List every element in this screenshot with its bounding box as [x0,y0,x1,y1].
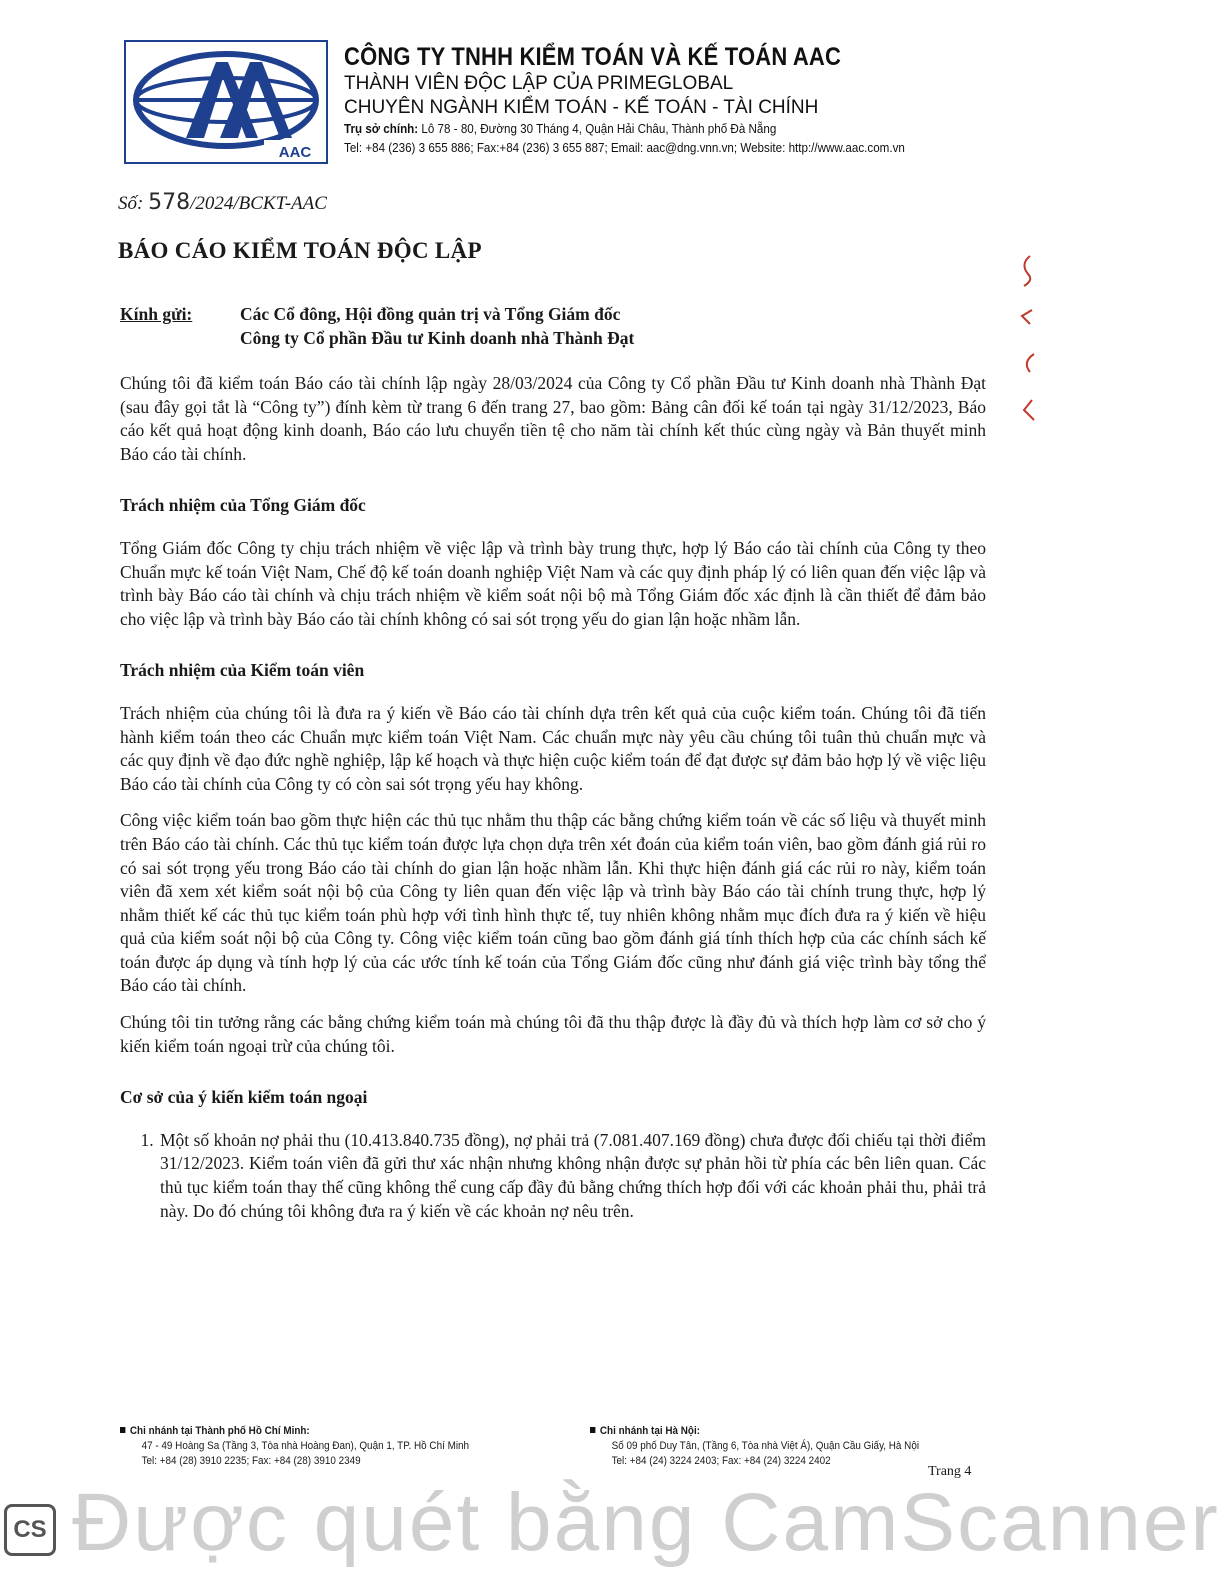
company-header [344,42,1004,158]
specialty-line: CHUYÊN NGÀNH KIỂM TOÁN - KẾ TOÁN - TÀI CHÍNH [344,97,819,118]
hn-branch-contact: Tel: +84 (24) 3224 2403; Fax: +84 (24) 3224 2402 [611,1455,831,1467]
camscanner-badge-icon: CS [4,1504,56,1556]
section-heading-basis: Cơ sở của ý kiến kiểm toán ngoại [120,1087,368,1108]
basis-item-1: 1. Một số khoản nợ phải thu (10.413.840.735 đồng), nợ phải trả (7.081.407.169 đồng) chưa được đối chiếu tại thời điểm 31/12/2023. Kiểm toán viên đã gửi thư xác nhận nhưng không nhận được sự phản hồi từ phía các bên liên quan. Các thủ tục kiểm toán thay thế cũng không thể cung cấp đầy đủ bằng chứng thích hợp đối với các khoản phải thu, phải trả này. Do đó chúng tôi không đưa ra ý kiến về các khoản nợ nêu trên. [158,1129,986,1223]
section-heading-director: Trách nhiệm của Tổng Giám đốc [120,495,366,516]
basis-list [120,1129,986,1223]
hcm-branch-heading: Chi nhánh tại Thành phố Hồ Chí Minh: [120,1424,469,1439]
member-line: THÀNH VIÊN ĐỘC LẬP CỦA PRIMEGLOBAL [344,73,734,94]
hn-branch-address: Số 09 phố Duy Tân, (Tầng 6, Tòa nhà Việt Á), Quận Cầu Giấy, Hà Nội [611,1440,920,1452]
recipient-line-1: Các Cổ đông, Hội đồng quản trị và Tổng Giám đốc [240,304,621,324]
intro-paragraph: Chúng tôi đã kiểm toán Báo cáo tài chính lập ngày 28/03/2024 của Công ty Cổ phần Đầu tư Kinh doanh nhà Thành Đạt (sau đây gọi tắt là “Công ty”) đính kèm từ trang 6 đến trang 27, bao gồm: Bảng cân đối kế toán tại ngày 31/12/2023, Báo cáo kết quả hoạt động kinh doanh, Báo cáo lưu chuyển tiền tệ cho năm tài chính kết thúc cùng ngày và Bản thuyết minh Báo cáo tài chính. [120,373,986,464]
number-handwritten: 578 [148,190,191,215]
watermark-text: Được quét bằng CamScanner [72,1477,1220,1568]
page-number: Trang 4 [928,1464,972,1479]
number-prefix: Số: [118,193,149,214]
aac-logo-icon [124,40,328,164]
auditor-responsibility-paragraph-2: Công việc kiểm toán bao gồm thực hiện các thủ tục nhằm thu thập các bằng chứng kiểm toán về các số liệu và thuyết minh trên Báo cáo tài chính. Các thủ tục kiểm toán được lựa chọn dựa trên xét đoán của kiểm toán viên, bao gồm đánh giá rủi ro có sai sót trọng yếu trong Báo cáo tài chính do gian lận hoặc nhầm lẫn. Khi thực hiện đánh giá các rủi ro này, kiểm toán viên đã xem xét kiểm soát nội bộ của Công ty liên quan đến việc lập và trình bày Báo cáo tài chính trung thực, hợp lý nhằm thiết kế các thủ tục kiểm toán phù hợp với tình hình thực tế, tuy nhiên không nhằm mục đích đưa ra ý kiến về hiệu quả của kiểm soát nội bộ của Công ty. Công việc kiểm toán cũng bao gồm đánh giá tính thích hợp của các chính sách kế toán được áp dụng và tính hợp lý của các ước tính kế toán của Tổng Giám đốc cũng như đánh giá việc trình bày tổng thể Báo cáo tài chính. [120,810,986,996]
section-heading-auditor: Trách nhiệm của Kiểm toán viên [120,660,365,681]
company-logo [124,40,328,164]
recipient-line-2: Công ty Cổ phần Đầu tư Kinh doanh nhà Thành Đạt [240,328,635,348]
address-label: Trụ sở chính: [344,122,419,136]
report-body [120,372,986,1223]
number-suffix: /2024/BCKT-AAC [190,193,327,214]
recipient-label: Kính gửi: [120,304,193,324]
footer-hn-branch [590,1424,919,1469]
document-number [118,190,327,215]
director-responsibility-paragraph: Tổng Giám đốc Công ty chịu trách nhiệm về việc lập và trình bày trung thực, hợp lý Báo cáo tài chính của Công ty theo Chuẩn mực kế toán Việt Nam, Chế độ kế toán doanh nghiệp Việt Nam và các quy định pháp lý có liên quan đến việc lập và trình bày Báo cáo tài chính và chịu trách nhiệm về kiểm soát nội bộ mà Tổng Giám đốc xác định là cần thiết để đảm bảo cho việc lập và trình bày Báo cáo tài chính không có sai sót trọng yếu do gian lận hoặc nhầm lẫn. [120,537,986,629]
address-value: Lô 78 - 80, Đường 30 Tháng 4, Quận Hải Châu, Thành phố Đà Nẵng [421,122,777,136]
auditor-responsibility-paragraph-1: Trách nhiệm của chúng tôi là đưa ra ý kiến về Báo cáo tài chính dựa trên kết quả của cuộc kiểm toán. Chúng tôi đã tiến hành kiểm toán theo các Chuẩn mực kiểm toán Việt Nam. Các chuẩn mực này yêu cầu chúng tôi tuân thủ chuẩn mực và các quy định về đạo đức nghề nghiệp, lập kế hoạch và thực hiện cuộc kiểm toán để đạt được sự đảm bảo hợp lý về việc liệu Báo cáo tài chính của Công ty có còn sai sót trọng yếu hay không. [120,702,986,794]
footer-hcm-branch [120,1424,469,1469]
head-office-address [344,120,958,139]
scanner-watermark [0,1477,1220,1568]
hcm-branch-contact: Tel: +84 (28) 3910 2235; Fax: +84 (28) 3910 2349 [141,1455,361,1467]
red-stamp-edge-icon [1016,250,1036,440]
hn-branch-heading: Chi nhánh tại Hà Nội: [590,1424,919,1439]
report-title: BÁO CÁO KIỂM TOÁN ĐỘC LẬP [118,238,482,263]
hcm-branch-address: 47 - 49 Hoàng Sa (Tầng 3, Tòa nhà Hoàng Đan), Quận 1, TP. Hồ Chí Minh [141,1440,470,1452]
company-name: CÔNG TY TNHH KIỂM TOÁN VÀ KẾ TOÁN AAC [344,43,842,71]
logo-text: AAC [278,144,312,161]
auditor-responsibility-paragraph-3: Chúng tôi tin tưởng rằng các bằng chứng kiểm toán mà chúng tôi đã thu thập được là đầy đủ và thích hợp làm cơ sở cho ý kiến kiểm toán ngoại trừ của chúng tôi. [120,1012,986,1056]
head-office-contact: Tel: +84 (236) 3 655 886; Fax:+84 (236) 3 655 887; Email: aac@dng.vnn.vn; Website: http://www.aac.com.vn [344,141,905,155]
